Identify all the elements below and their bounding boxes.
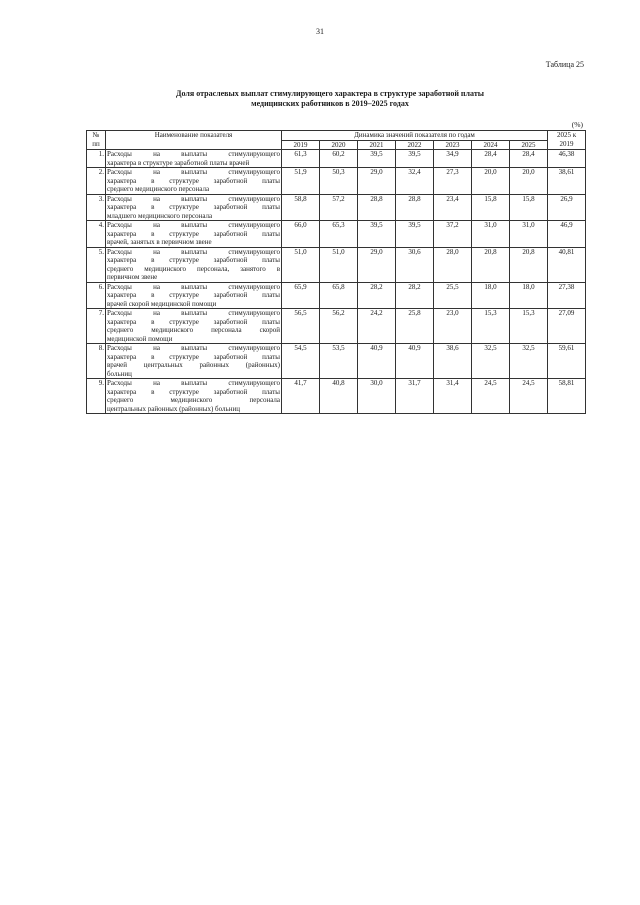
year-value: 15,8 xyxy=(510,194,548,221)
indicator-line: среднего медицинского персонала скорой xyxy=(107,326,280,334)
table-body xyxy=(87,150,586,414)
year-value: 25,8 xyxy=(396,309,434,344)
title-line-1: Доля отраслевых выплат стимулирующего характера в структуре заработной платы xyxy=(176,89,484,98)
header-row-1 xyxy=(87,131,586,141)
table-row xyxy=(87,194,586,221)
row-number: 5. xyxy=(87,247,106,282)
year-value: 51,0 xyxy=(320,247,358,282)
year-value: 56,5 xyxy=(282,309,320,344)
title-line-2: медицинских работников в 2019–2025 годах xyxy=(251,99,409,108)
row-number: 3. xyxy=(87,194,106,221)
year-value: 66,0 xyxy=(282,221,320,248)
year-value: 40,9 xyxy=(358,344,396,379)
year-value: 23,4 xyxy=(434,194,472,221)
year-value: 65,8 xyxy=(320,282,358,309)
ratio-value: 26,9 xyxy=(548,194,586,221)
year-value: 58,8 xyxy=(282,194,320,221)
year-value: 28,2 xyxy=(396,282,434,309)
year-value: 29,0 xyxy=(358,247,396,282)
year-value: 50,3 xyxy=(320,168,358,195)
indicator-line: врачей, занятых в первичном звене xyxy=(107,238,212,246)
row-number: 6. xyxy=(87,282,106,309)
indicator-line: среднего медицинского персонала, занятого в xyxy=(107,264,280,273)
year-value: 31,0 xyxy=(472,221,510,248)
year-value: 28,2 xyxy=(358,282,396,309)
year-value: 39,5 xyxy=(358,221,396,248)
indicator-line: характера в структуре заработной платы xyxy=(107,387,280,396)
year-value: 28,8 xyxy=(396,194,434,221)
indicator-name xyxy=(106,344,282,379)
indicator-line: характера в структуре заработной платы xyxy=(107,352,280,361)
indicator-line: Расходы на выплаты стимулирующего xyxy=(107,168,280,176)
ratio-value: 40,81 xyxy=(548,247,586,282)
year-value: 29,0 xyxy=(358,168,396,195)
indicator-line: Расходы на выплаты стимулирующего xyxy=(107,282,280,291)
indicator-line: Расходы на выплаты стимулирующего xyxy=(107,344,280,352)
table-row xyxy=(87,247,586,282)
indicator-line: Расходы на выплаты стимулирующего xyxy=(107,194,280,203)
year-value: 39,5 xyxy=(396,150,434,168)
indicator-line: среднего медицинского персонала xyxy=(107,185,210,193)
year-value: 37,2 xyxy=(434,221,472,248)
indicator-line: Расходы на выплаты стимулирующего xyxy=(107,247,280,256)
indicator-name xyxy=(106,247,282,282)
data-table xyxy=(86,130,586,414)
year-value: 24,2 xyxy=(358,309,396,344)
year-value: 40,9 xyxy=(396,344,434,379)
year-value: 20,8 xyxy=(510,247,548,282)
year-value: 31,0 xyxy=(510,221,548,248)
year-value: 65,3 xyxy=(320,221,358,248)
header-num xyxy=(87,131,106,150)
year-value: 18,0 xyxy=(472,282,510,309)
header-ratio-line-1: 2025 к xyxy=(556,131,577,139)
unit-label: (%) xyxy=(571,120,583,129)
indicator-line: среднего медицинского персонала xyxy=(107,396,280,404)
indicator-name xyxy=(106,168,282,195)
indicator-line: характера в структуре заработной платы xyxy=(107,291,280,299)
ratio-value: 38,61 xyxy=(548,168,586,195)
year-value: 51,9 xyxy=(282,168,320,195)
indicator-name xyxy=(106,150,282,168)
year-value: 15,3 xyxy=(472,309,510,344)
row-number: 4. xyxy=(87,221,106,248)
indicator-name xyxy=(106,379,282,414)
header-year: 2024 xyxy=(472,140,510,150)
row-number: 9. xyxy=(87,379,106,414)
year-value: 28,0 xyxy=(434,247,472,282)
year-value: 20,0 xyxy=(510,168,548,195)
indicator-line: характера в структуре заработной платы xyxy=(107,229,280,238)
indicator-line: центральных районных (районных) больниц xyxy=(107,404,240,413)
indicator-name xyxy=(106,309,282,344)
table-row xyxy=(87,379,586,414)
year-value: 54,5 xyxy=(282,344,320,379)
table-row xyxy=(87,168,586,195)
year-value: 25,5 xyxy=(434,282,472,309)
document-title xyxy=(110,89,550,109)
ratio-value: 46,38 xyxy=(548,150,586,168)
year-value: 32,4 xyxy=(396,168,434,195)
header-ratio xyxy=(548,131,586,150)
year-value: 60,2 xyxy=(320,150,358,168)
year-value: 56,2 xyxy=(320,309,358,344)
indicator-line: младшего медицинского персонала xyxy=(107,211,213,220)
header-year: 2022 xyxy=(396,140,434,150)
year-value: 18,0 xyxy=(510,282,548,309)
indicator-name xyxy=(106,194,282,221)
year-value: 39,5 xyxy=(396,221,434,248)
year-value: 41,7 xyxy=(282,379,320,414)
year-value: 38,6 xyxy=(434,344,472,379)
year-value: 28,4 xyxy=(510,150,548,168)
header-year: 2025 xyxy=(510,140,548,150)
year-value: 31,7 xyxy=(396,379,434,414)
table-row xyxy=(87,221,586,248)
ratio-value: 27,09 xyxy=(548,309,586,344)
indicator-line: характера в структуре заработной платы xyxy=(107,317,280,326)
row-number: 2. xyxy=(87,168,106,195)
header-year: 2019 xyxy=(282,140,320,150)
ratio-value: 27,38 xyxy=(548,282,586,309)
indicator-line: характера в структуре заработной платы xyxy=(107,176,280,185)
year-value: 30,0 xyxy=(358,379,396,414)
year-value: 23,0 xyxy=(434,309,472,344)
indicator-line: Расходы на выплаты стимулирующего xyxy=(107,309,280,317)
year-value: 24,5 xyxy=(510,379,548,414)
year-value: 51,0 xyxy=(282,247,320,282)
table-label: Таблица 25 xyxy=(545,60,584,69)
header-year: 2021 xyxy=(358,140,396,150)
indicator-line: больниц xyxy=(107,369,132,378)
header-ratio-line-2: 2019 xyxy=(559,139,574,148)
indicator-line: первичном звене xyxy=(107,273,158,281)
year-value: 34,9 xyxy=(434,150,472,168)
row-number: 8. xyxy=(87,344,106,379)
year-value: 15,3 xyxy=(510,309,548,344)
year-value: 31,4 xyxy=(434,379,472,414)
ratio-value: 46,9 xyxy=(548,221,586,248)
indicator-line: Расходы на выплаты стимулирующего xyxy=(107,221,280,229)
year-value: 32,5 xyxy=(472,344,510,379)
header-year: 2020 xyxy=(320,140,358,150)
year-value: 30,6 xyxy=(396,247,434,282)
year-value: 65,9 xyxy=(282,282,320,309)
year-value: 39,5 xyxy=(358,150,396,168)
header-num-line-1: № xyxy=(92,131,100,139)
year-value: 27,3 xyxy=(434,168,472,195)
table-row xyxy=(87,309,586,344)
year-value: 32,5 xyxy=(510,344,548,379)
year-value: 28,4 xyxy=(472,150,510,168)
ratio-value: 58,81 xyxy=(548,379,586,414)
indicator-line: медицинской помощи xyxy=(107,334,173,343)
row-number: 7. xyxy=(87,309,106,344)
year-value: 57,2 xyxy=(320,194,358,221)
indicator-line: характера в структуре заработной платы xyxy=(107,256,280,264)
year-value: 40,8 xyxy=(320,379,358,414)
year-value: 53,5 xyxy=(320,344,358,379)
header-num-line-2: пп xyxy=(92,139,100,148)
indicator-line: врачей центральных районных (районных) xyxy=(107,361,280,369)
year-value: 20,8 xyxy=(472,247,510,282)
indicator-line: характера в структуре заработной платы xyxy=(107,203,280,211)
indicator-line: Расходы на выплаты стимулирующего xyxy=(107,379,280,387)
page-number: 31 xyxy=(316,27,324,36)
year-value: 28,8 xyxy=(358,194,396,221)
indicator-name xyxy=(106,282,282,309)
table-row xyxy=(87,282,586,309)
year-value: 24,5 xyxy=(472,379,510,414)
ratio-value: 59,61 xyxy=(548,344,586,379)
row-number: 1. xyxy=(87,150,106,168)
year-value: 15,8 xyxy=(472,194,510,221)
table-row xyxy=(87,344,586,379)
indicator-line: Расходы на выплаты стимулирующего xyxy=(107,150,280,158)
indicator-line: характера в структуре заработной платы врачей xyxy=(107,158,250,167)
year-value: 61,3 xyxy=(282,150,320,168)
year-value: 20,0 xyxy=(472,168,510,195)
table-row xyxy=(87,150,586,168)
header-indicator: Наименование показателя xyxy=(106,131,282,150)
indicator-name xyxy=(106,221,282,248)
header-year: 2023 xyxy=(434,140,472,150)
header-dynamics: Динамика значений показателя по годам xyxy=(282,131,548,141)
indicator-line: врачей скорой медицинской помощи xyxy=(107,299,217,308)
